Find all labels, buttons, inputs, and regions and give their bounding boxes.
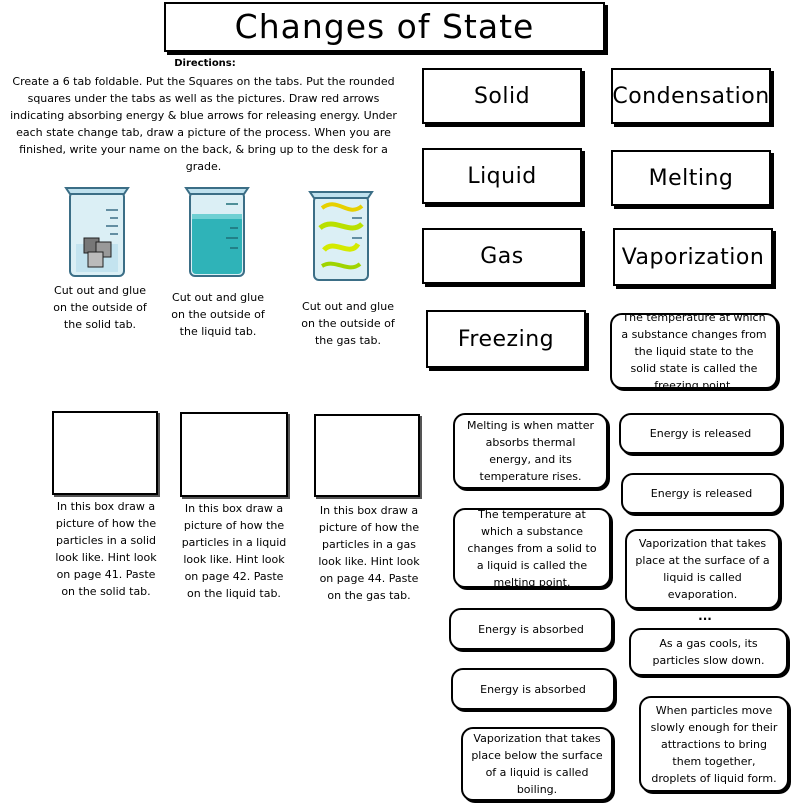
note-boiling: Vaporization that takes place below the surface of a liquid is called boiling. (461, 727, 613, 801)
note-evaporation: Vaporization that takes place at the surface of a liquid is called evaporation. (625, 529, 780, 609)
beaker-solid-icon (64, 184, 130, 280)
beaker-gas-icon (308, 188, 374, 284)
note-energy-released-2: Energy is released (621, 473, 782, 514)
draw-box-caption-liquid: In this box draw a picture of how the particles in a liquid look like. Hint look on page 42. Paste on the liquid tab. (181, 502, 287, 600)
beaker-caption-solid: Cut out and glue on the outside of the solid tab. (53, 284, 147, 331)
note-energy-released-1: Energy is released (619, 413, 782, 454)
draw-box-solid (52, 411, 158, 495)
note-gas-cools: As a gas cools, its particles slow down. (629, 628, 788, 676)
ellipsis-mark: ... (698, 609, 712, 623)
tab-vaporization: Vaporization (613, 228, 773, 286)
beaker-caption-gas: Cut out and glue on the outside of the gas tab. (301, 300, 395, 347)
note-condensation: When particles move slowly enough for their attractions to bring them together, droplets of liquid form. (639, 696, 789, 792)
directions-text: Create a 6 tab foldable. Put the Squares on the tabs. Put the rounded squares under the tabs as well as the pictures. Draw red arrows indicating absorbing energy & blue arrows for releasing energy. Under each state change tab, draw a picture of the process. When you are finished, write your name on the back, & bring up to the desk for a grade. (10, 75, 397, 173)
tab-gas: Gas (422, 228, 582, 284)
note-melting: Melting is when matter absorbs thermal energy, and its temperature rises. (453, 413, 608, 489)
page-title: Changes of State (164, 2, 605, 52)
note-freezing-point: The temperature at which a substance changes from the liquid state to the solid state is called the freezing point. (610, 313, 778, 389)
tab-liquid: Liquid (422, 148, 582, 204)
note-energy-absorbed-1: Energy is absorbed (449, 608, 613, 650)
draw-box-gas (314, 414, 420, 497)
tab-freezing: Freezing (426, 310, 586, 368)
tab-melting: Melting (611, 150, 771, 206)
beaker-caption-liquid: Cut out and glue on the outside of the liquid tab. (171, 291, 265, 338)
draw-box-caption-gas: In this box draw a picture of how the particles in a gas look like. Hint look on page 44. Paste on the gas tab. (318, 504, 420, 602)
draw-box-caption-solid: In this box draw a picture of how the particles in a solid look like. Hint look on page 41. Paste on the solid tab. (55, 500, 157, 598)
tab-condensation: Condensation (611, 68, 771, 124)
tab-solid: Solid (422, 68, 582, 124)
note-melting-point: The temperature at which a substance changes from a solid to a liquid is called the melting point. (453, 508, 611, 588)
note-energy-absorbed-2: Energy is absorbed (451, 668, 615, 710)
draw-box-liquid (180, 412, 288, 497)
directions-heading: Directions: (174, 58, 236, 69)
beaker-liquid-icon (184, 184, 250, 280)
